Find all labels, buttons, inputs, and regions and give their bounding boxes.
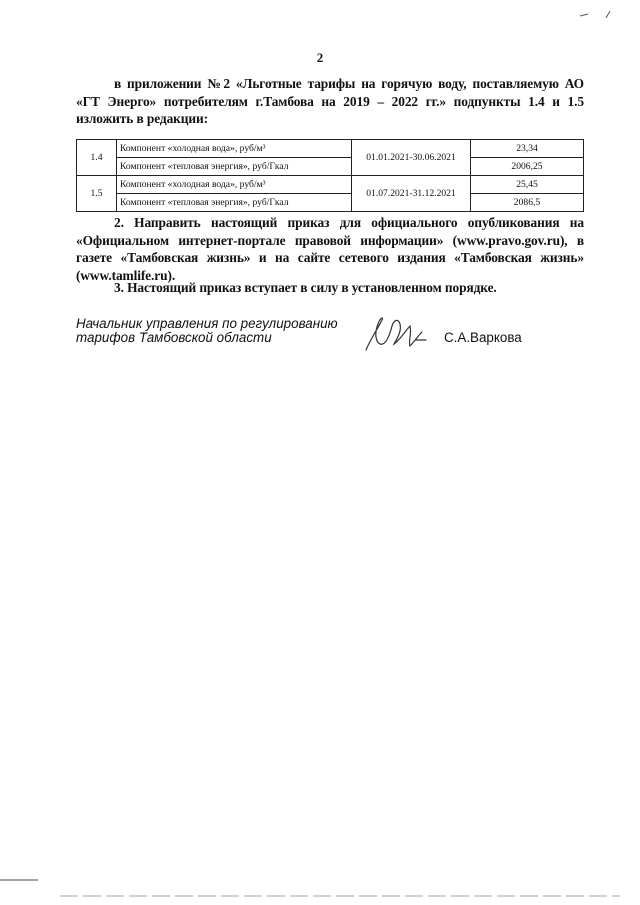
paragraph-publication: 2. Направить настоящий приказ для официального опубликования на «Официальном интернет-портале правовой информации» (www.pravo.gov.ru), в газете «Тамбовская жизнь» и на сайте сетевого издания «Тамбовская жизнь» (www.tamlife.ru). (76, 215, 584, 283)
subpoint-number: 1.5 (77, 176, 117, 212)
signatory-name: С.А.Варкова (444, 330, 522, 345)
table-row (77, 140, 584, 158)
signatory-position (76, 317, 338, 345)
tariff-value: 25,45 (471, 176, 584, 194)
subpoint-number: 1.4 (77, 140, 117, 176)
page-number: 2 (316, 50, 324, 65)
signatory-position-line: Начальник управления по регулированию (76, 316, 338, 331)
tariff-value: 2086,5 (471, 194, 584, 212)
component-name: Компонент «холодная вода», руб/м³ (117, 140, 352, 158)
tariffs-table (76, 139, 584, 212)
tariff-value: 2006,25 (471, 158, 584, 176)
tariff-period: 01.01.2021-30.06.2021 (352, 140, 471, 176)
component-name: Компонент «тепловая энергия», руб/Гкал (117, 194, 352, 212)
table-row (77, 176, 584, 194)
component-name: Компонент «тепловая энергия», руб/Гкал (117, 158, 352, 176)
tariff-period: 01.07.2021-31.12.2021 (352, 176, 471, 212)
scan-bottom-artifacts (0, 870, 640, 905)
signatory-position-line: тарифов Тамбовской области (76, 330, 272, 345)
tariff-value: 23,34 (471, 140, 584, 158)
component-name: Компонент «холодная вода», руб/м³ (117, 176, 352, 194)
paragraph-effective-date: 3. Настоящий приказ вступает в силу в установленном порядке. (114, 280, 497, 295)
table-row (77, 158, 584, 176)
table-row (77, 194, 584, 212)
scan-corner-mark (576, 6, 616, 31)
paragraph-appendix-amendment: в приложении №2 «Льготные тарифы на горячую воду, поставляемую АО «ГТ Энерго» потребителям г.Тамбова на 2019 – 2022 гг.» подпункты 1.4 и 1.5 изложить в редакции: (76, 76, 584, 126)
handwritten-signature (360, 310, 440, 359)
